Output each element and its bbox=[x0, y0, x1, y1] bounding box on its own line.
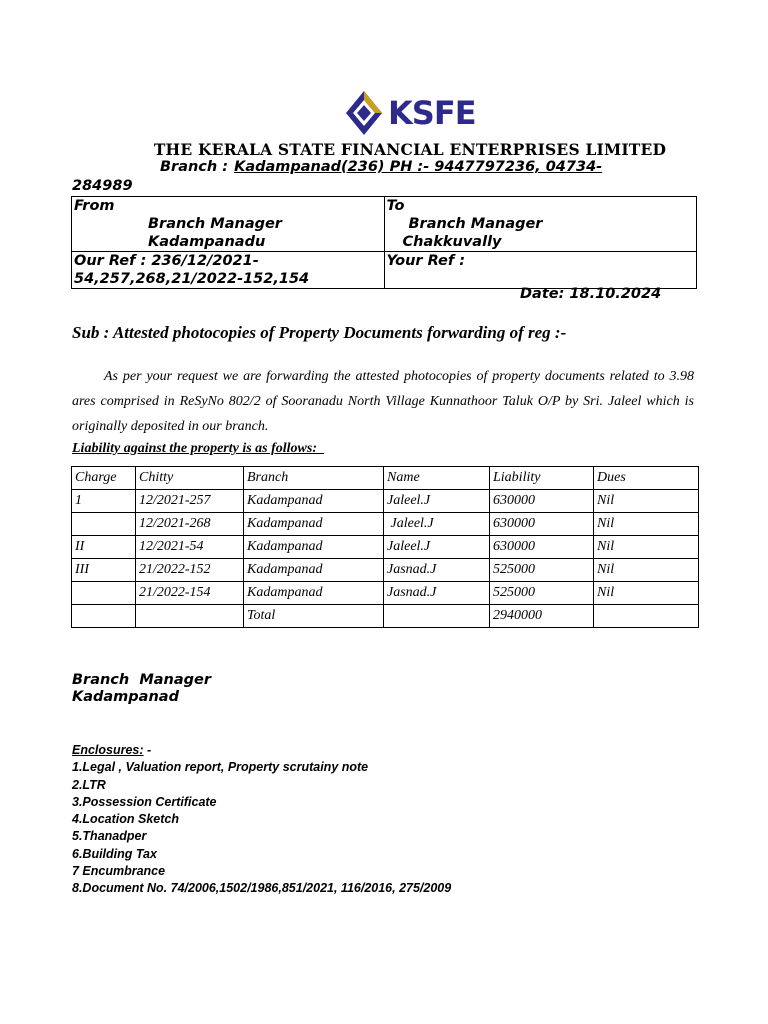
enclosures-block bbox=[72, 742, 451, 898]
your-ref: Your Ref : bbox=[386, 253, 466, 269]
cell-name: Jasnad.J bbox=[384, 559, 490, 582]
cell-liability: 525000 bbox=[490, 582, 594, 605]
our-ref-cell bbox=[72, 252, 385, 289]
list-item: 2.LTR bbox=[72, 777, 106, 792]
header-name: Name bbox=[384, 467, 490, 490]
ksfe-logo bbox=[344, 88, 476, 138]
cell-branch: Kadampanad bbox=[244, 559, 384, 582]
logo-text: KSFE bbox=[388, 94, 476, 132]
cell-dues: Nil bbox=[594, 559, 699, 582]
table-row bbox=[72, 582, 699, 605]
cell-dues: Nil bbox=[594, 513, 699, 536]
enclosures-heading-suffix: - bbox=[143, 743, 152, 757]
cell-dues: Nil bbox=[594, 536, 699, 559]
list-item: 1.Legal , Valuation report, Property scrutainy note bbox=[72, 760, 369, 775]
address-table bbox=[71, 196, 697, 289]
cell-charge bbox=[72, 605, 136, 628]
cell-name: Jaleel.J bbox=[384, 490, 490, 513]
cell-chitty: 21/2022-152 bbox=[136, 559, 244, 582]
cell-name: Jaleel.J bbox=[384, 513, 490, 536]
cell-liability: 525000 bbox=[490, 559, 594, 582]
subject-line: Sub : Attested photocopies of Property Documents forwarding of reg :- bbox=[72, 323, 567, 342]
ksfe-diamond-icon bbox=[344, 89, 384, 137]
liability-header-row bbox=[72, 467, 699, 490]
our-ref-line2: 54,257,268,21/2022-152,154 bbox=[74, 271, 310, 287]
liability-heading: Liability against the property is as follows:_ bbox=[72, 441, 325, 456]
list-item: 7 Encumbrance bbox=[72, 864, 166, 879]
cell-branch: Kadampanad bbox=[244, 536, 384, 559]
cell-charge: 1 bbox=[72, 490, 136, 513]
cell-branch: Kadampanad bbox=[244, 513, 384, 536]
cell-dues: Nil bbox=[594, 490, 699, 513]
header-branch: Branch bbox=[244, 467, 384, 490]
header-charge: Charge bbox=[72, 467, 136, 490]
from-branch: Kadampanadu bbox=[148, 234, 266, 250]
cell-chitty: 12/2021-268 bbox=[136, 513, 244, 536]
from-cell bbox=[72, 197, 385, 252]
cell-name: Jaleel.J bbox=[384, 536, 490, 559]
list-item: 3.Possession Certificate bbox=[72, 794, 217, 809]
body-paragraph: As per your request we are forwarding the attested photocopies of property documents related to 3.98 ares comprised in ReSyNo 802/2 of Sooranadu North Village Kunnathoor Taluk O/P by Sri. Jaleel which is originally deposited in our branch. bbox=[72, 369, 694, 434]
from-title: Branch Manager bbox=[148, 216, 282, 232]
cell-chitty: 12/2021-257 bbox=[136, 490, 244, 513]
table-row bbox=[72, 536, 699, 559]
branch-value: Kadampanad(236) PH :- 9447797236, 04734- bbox=[234, 159, 603, 175]
cell-charge bbox=[72, 582, 136, 605]
organization-name: THE KERALA STATE FINANCIAL ENTERPRISES LIMITED bbox=[153, 140, 667, 159]
cell-total-label: Total bbox=[244, 605, 384, 628]
from-label: From bbox=[74, 198, 115, 214]
cell-branch: Kadampanad bbox=[244, 582, 384, 605]
cell-name bbox=[384, 605, 490, 628]
cell-name: Jasnad.J bbox=[384, 582, 490, 605]
table-row bbox=[72, 513, 699, 536]
table-row bbox=[72, 490, 699, 513]
enclosures-heading: Enclosures: bbox=[72, 743, 144, 757]
cell-charge: II bbox=[72, 536, 136, 559]
cell-chitty: 12/2021-54 bbox=[136, 536, 244, 559]
cell-chitty: 21/2022-154 bbox=[136, 582, 244, 605]
cell-liability: 630000 bbox=[490, 513, 594, 536]
to-cell bbox=[384, 197, 697, 252]
your-ref-cell bbox=[384, 252, 697, 289]
branch-line bbox=[160, 159, 602, 175]
branch-label: Branch : bbox=[160, 159, 229, 175]
cell-charge bbox=[72, 513, 136, 536]
table-row bbox=[72, 559, 699, 582]
cell-liability: 630000 bbox=[490, 490, 594, 513]
list-item: 6.Building Tax bbox=[72, 846, 157, 861]
list-item: 5.Thanadper bbox=[72, 829, 147, 844]
to-branch: Chakkuvally bbox=[402, 234, 502, 250]
cell-liability: 630000 bbox=[490, 536, 594, 559]
header-liability: Liability bbox=[490, 467, 594, 490]
cell-chitty bbox=[136, 605, 244, 628]
signature-branch: Kadampanad bbox=[72, 689, 179, 705]
our-ref-line1: Our Ref : 236/12/2021- bbox=[74, 253, 259, 269]
cell-dues: Nil bbox=[594, 582, 699, 605]
header-chitty: Chitty bbox=[136, 467, 244, 490]
table-total-row bbox=[72, 605, 699, 628]
signature-title: Branch Manager bbox=[72, 672, 212, 688]
cell-total-liability: 2940000 bbox=[490, 605, 594, 628]
cell-dues bbox=[594, 605, 699, 628]
header-dues: Dues bbox=[594, 467, 699, 490]
liability-table bbox=[71, 466, 699, 628]
list-item: 8.Document No. 74/2006,1502/1986,851/2021, 116/2016, 275/2009 bbox=[72, 881, 452, 896]
letter-date: Date: 18.10.2024 bbox=[520, 286, 662, 302]
branch-value-continued: 284989 bbox=[72, 178, 133, 194]
to-label: To bbox=[386, 198, 405, 214]
cell-charge: III bbox=[72, 559, 136, 582]
enclosures-heading-line bbox=[72, 742, 451, 759]
to-title: Branch Manager bbox=[408, 216, 543, 232]
cell-branch: Kadampanad bbox=[244, 490, 384, 513]
signature-block bbox=[72, 672, 211, 706]
list-item: 4.Location Sketch bbox=[72, 812, 179, 827]
